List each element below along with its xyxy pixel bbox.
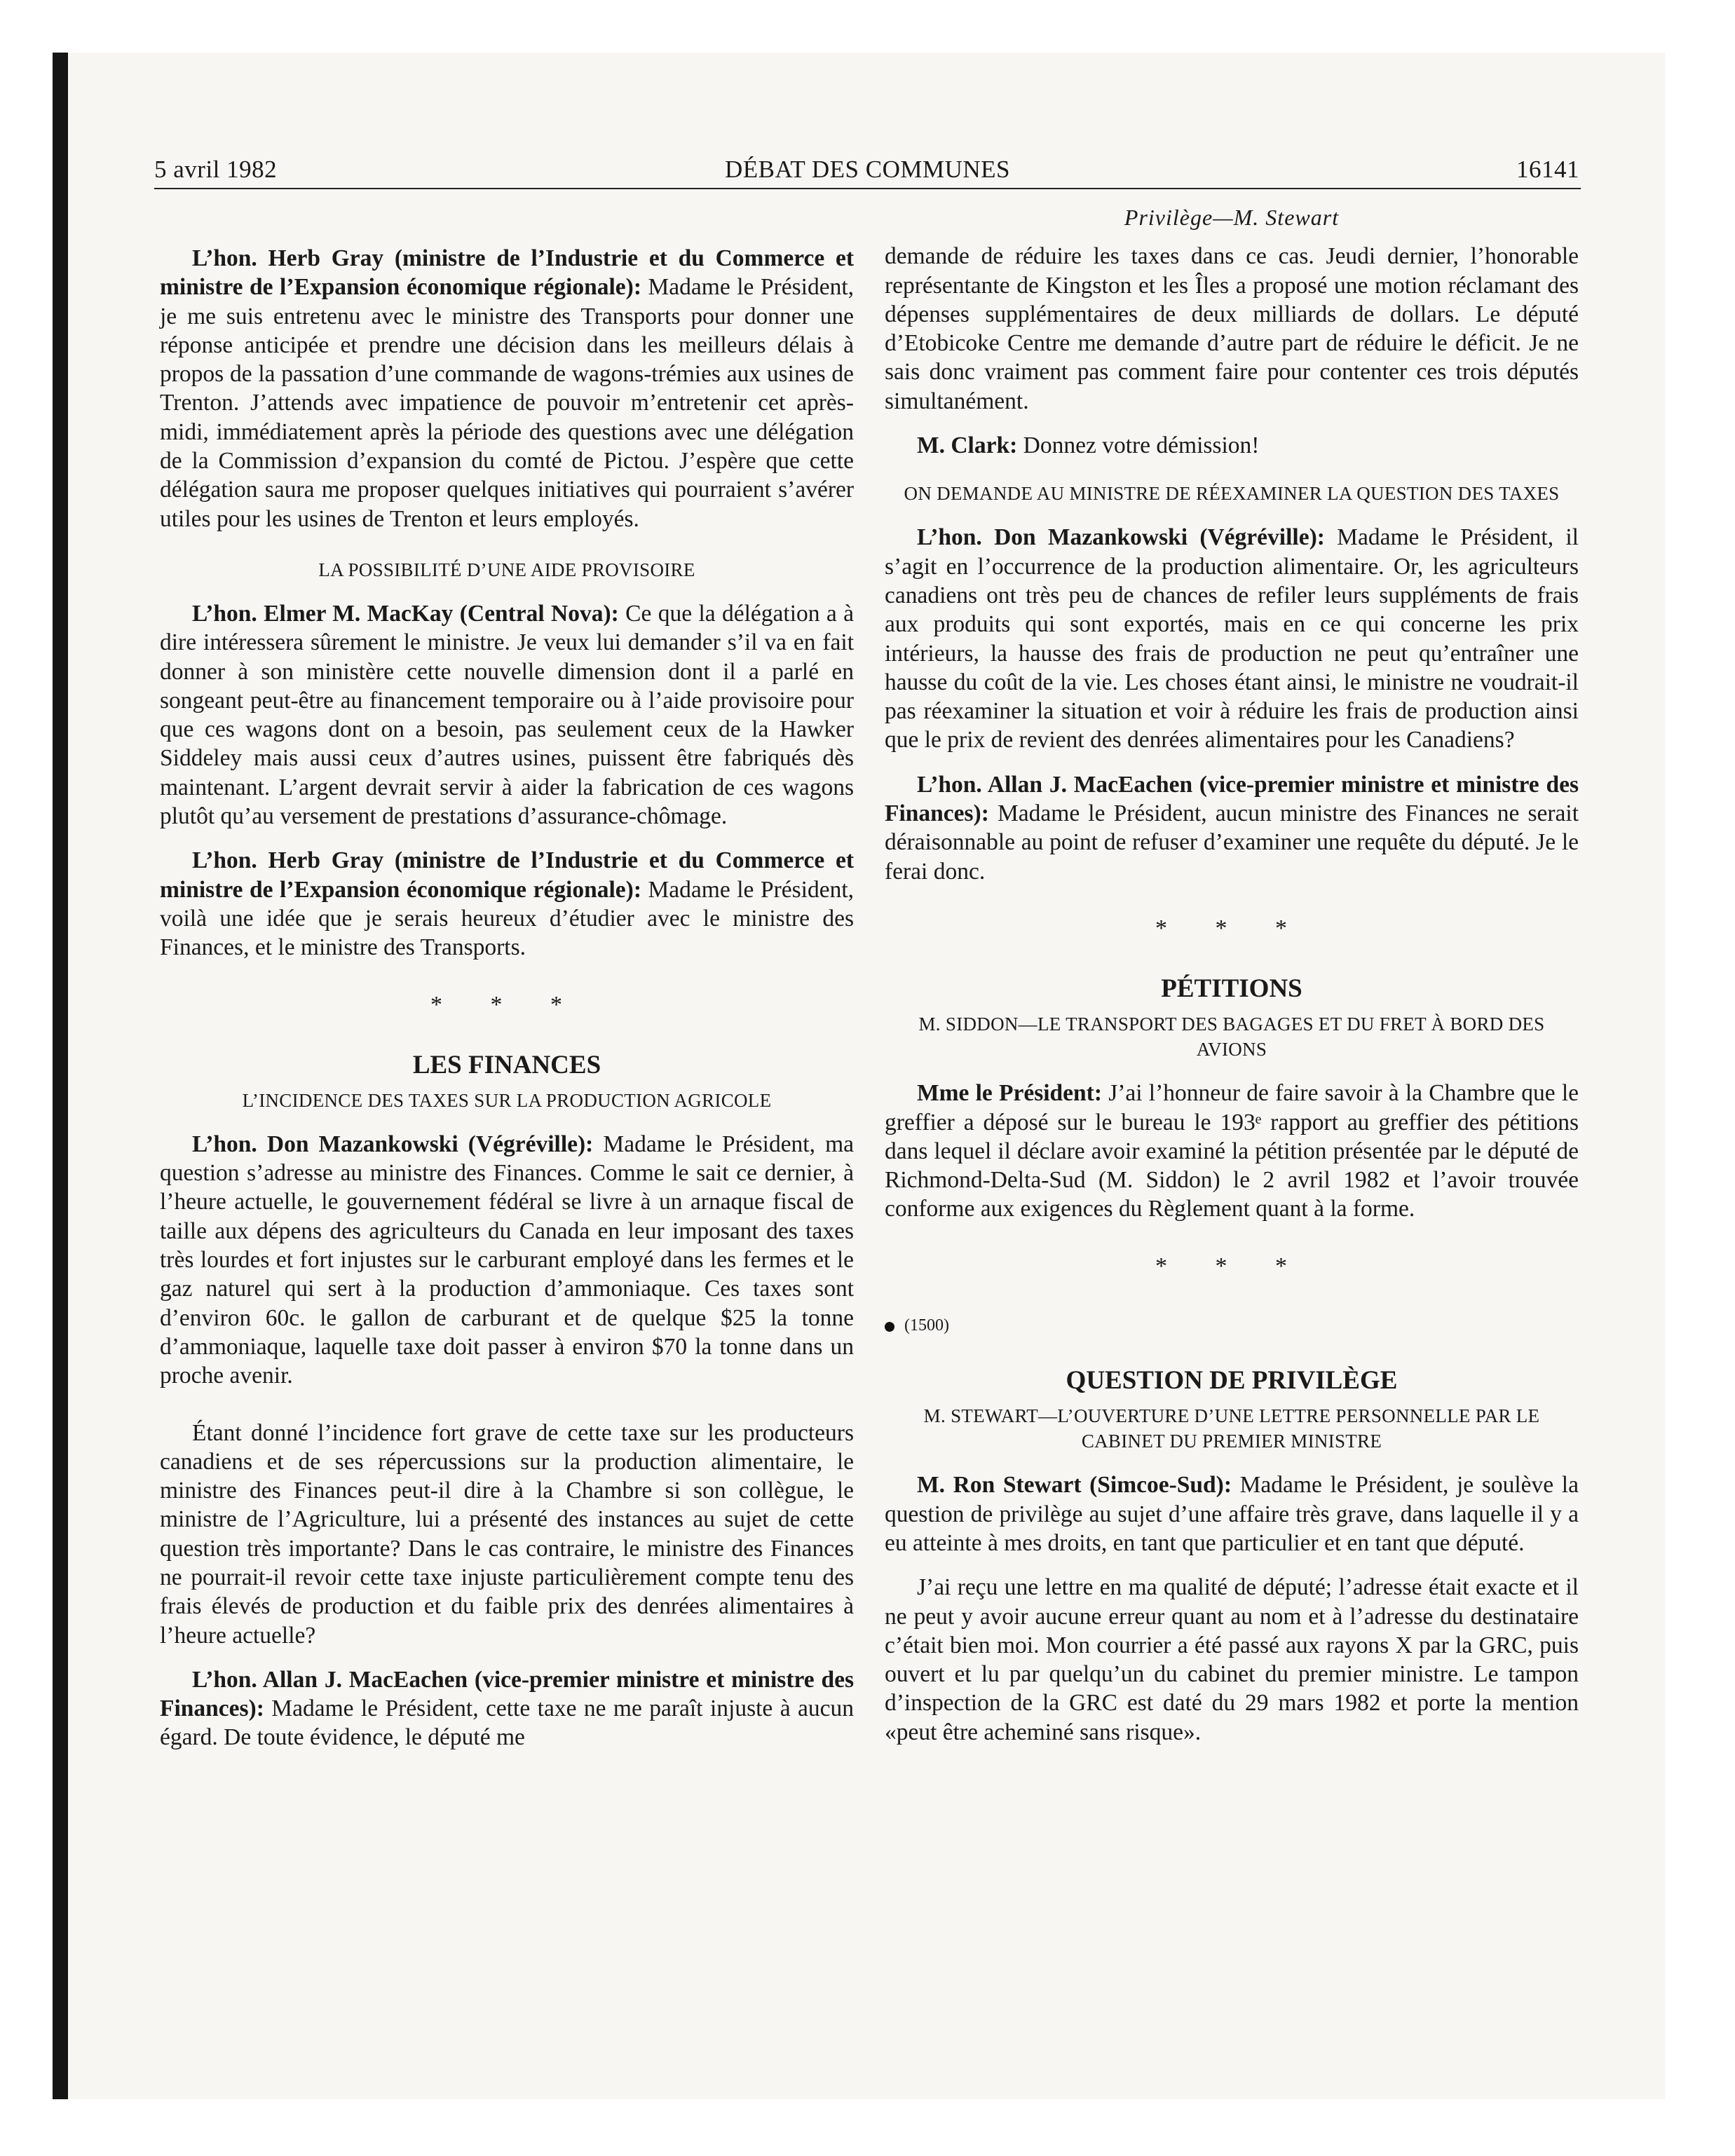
- paragraph: [160, 1665, 854, 1752]
- speech-text: Madame le Président, voilà une idée que je serais heureux d’étudier avec le ministre des Finances, et le ministre des Transports.: [160, 876, 854, 961]
- header-page-number: 16141: [1516, 156, 1579, 183]
- paragraph: [885, 431, 1579, 460]
- speech-text: Ce que la délégation a à dire intéressera sûrement le ministre. Je veux lui demander s’il va en fait donner à son ministère cette nouvelle dimension dont il a parlé en songeant peut-être au financement temporaire ou à l’aide provisoire pour que ces wagons dont on a besoin, pas seulement ceux de la Hawker Siddeley mais aussi ceux d’autres usines, puissent être fabriqués dès maintenant. L’argent devrait servir à aider la fabrication de ces wagons plutôt qu’au versement de prestations d’assurance-chômage.: [160, 600, 854, 830]
- left-column: [160, 244, 854, 1768]
- header-rule: [154, 188, 1581, 189]
- bullet-icon: [885, 1322, 894, 1332]
- paragraph: J’ai reçu une lettre en ma qualité de député; l’adresse était exacte et il ne peut y avoir aucune erreur quant au nom et à l’adresse du destinataire c’était bien moi. Mon courrier a été passé aux rayons X par la GRC, puis ouvert et lu par quelqu’un du cabinet du premier ministre. Le tampon d’inspection de la GRC est daté du 29 mars 1982 et porte la mention «peut être acheminé sans risque».: [885, 1574, 1579, 1745]
- paragraph: demande de réduire les taxes dans ce cas. Jeudi dernier, l’honorable représentante de Kingston et les Îles a proposé une motion réclamant des dépenses supplémentaires de deux milliards de dollars. Le député d’Etobicoke Centre me demande d’autre part de réduire le déficit. Je ne sais donc vraiment pas comment faire pour contenter ces trois députés simultanément.: [885, 243, 1579, 414]
- speech-text: Donnez votre démission!: [1017, 432, 1260, 459]
- section-separator: * * *: [1155, 915, 1308, 941]
- speaker: L’hon. Don Mazankowski (Végréville):: [917, 524, 1325, 551]
- speech-text: Madame le Président, il s’agit en l’occurrence de la production alimentaire. Or, les agriculteurs canadiens ont très peu de chances de refiler leurs suppléments de frais aux produits qui sont exportés, mais en ce qui concerne les prix intérieurs, la hausse des frais de production ne peut qu’entraîner une hausse du coût de la vie. Les choses étant ainsi, le ministre ne voudrait-il pas réexaminer la situation et voir à réduire les frais de production ainsi que le prix de revient des denrées alimentaires pour les Canadiens?: [885, 524, 1579, 753]
- speaker: L’hon. Allan J. MacEachen (vice-premier ministre et ministre des Finances):: [160, 1666, 854, 1722]
- scan-edge: [53, 53, 68, 2099]
- right-column: [885, 203, 1579, 1762]
- section-title: QUESTION DE PRIVILÈGE: [1066, 1366, 1398, 1396]
- speaker: L’hon. Don Mazankowski (Végréville):: [192, 1131, 594, 1157]
- subheading: L’INCIDENCE DES TAXES SUR LA PRODUCTION AGRICOLE: [242, 1089, 772, 1111]
- section-title: LES FINANCES: [412, 1050, 601, 1079]
- speaker: L’hon. Elmer M. MacKay (Central Nova):: [192, 600, 619, 627]
- paragraph: [160, 1130, 854, 1391]
- speech-text: Madame le Président, ma question s’adresse au ministre des Finances. Comme le sait ce dernier, à l’heure actuelle, le gouvernement fédéral se livre à un arnaque fiscal de taille aux dépens des agriculteurs du Canada en leur imposant des taxes très lourdes et fort injustes sur le carburant employé dans les fermes et le gaz naturel qui sert à la production d’ammoniaque. Ces taxes sont d’environ 60c. le gallon de carburant et de quelque $25 la tonne d’ammoniaque, laquelle taxe doit passer à environ $70 la tonne dans un proche avenir.: [160, 1131, 854, 1389]
- subheading: LA POSSIBILITÉ D’UNE AIDE PROVISOIRE: [318, 559, 695, 580]
- section-separator: * * *: [1155, 1253, 1308, 1279]
- speaker: M. Ron Stewart (Simcoe-Sud):: [917, 1472, 1232, 1499]
- speaker: Mme le Président:: [917, 1080, 1102, 1107]
- paragraph: [885, 1079, 1579, 1223]
- running-head: Privilège—M. Stewart: [1124, 205, 1340, 230]
- speech-text: Madame le Président, je me suis entretenu avec le ministre des Transports pour donner une réponse anticipée et prendre une décision dans les meilleurs délais à propos de la passation d’une commande de wagons-trémies aux usines de Trenton. J’attends avec impatience de pouvoir m’entretenir cet après-midi, immédiatement après la période des questions avec une délégation de la Commission d’expansion du comté de Pictou. J’espère que cette délégation saura me proposer quelques initiatives qui pourraient s’avérer utiles pour les usines de Trenton et leurs employés.: [160, 274, 854, 532]
- time-text: (1500): [904, 1316, 949, 1335]
- speech-text: Madame le Président, cette taxe ne me paraît injuste à aucun égard. De toute évidence, le député me: [160, 1696, 854, 1751]
- header-title: DÉBAT DES COMMUNES: [724, 156, 1011, 183]
- paragraph: [885, 1471, 1579, 1557]
- paragraph: [885, 770, 1579, 886]
- speech-text: Madame le Président, je soulève la question de privilège au sujet d’une affaire très grave, dans laquelle il y a eu atteinte à mes droits, en tant que particulier et en tant que député.: [885, 1472, 1579, 1556]
- paragraph: [885, 523, 1579, 754]
- speaker: L’hon. Allan J. MacEachen (vice-premier ministre et ministre des Finances):: [885, 771, 1579, 827]
- speech-text: J’ai l’honneur de faire savoir à la Chambre que le greffier a déposé sur le bureau le 193ᵉ rapport au greffier des pétitions dans lequel il déclare avoir examiné la pétition présentée par le député de Richmond-Delta-Sud (M. Siddon) le 2 avril 1982 et l’avoir trouvée conforme aux exigences du Règlement quant à la forme.: [885, 1080, 1579, 1222]
- section-title: PÉTITIONS: [1161, 974, 1302, 1004]
- paragraph: [160, 244, 854, 533]
- paragraph: Étant donné l’incidence fort grave de cette taxe sur les producteurs canadiens et de ses répercussions sur la production alimentaire, le ministre des Finances peut-il dire à la Chambre si son collègue, le ministre de l’Agriculture, lui a présenté des instances au sujet de cette question très importante? Dans le cas contraire, le ministre des Finances ne pourrait-il revoir cette taxe injuste particulièrement compte tenu des frais élevés de production et du faible prix des denrées alimentaires à l’heure actuelle?: [160, 1419, 854, 1649]
- subheading: M. SIDDON—LE TRANSPORT DES BAGAGES ET DU FRET À BORD DES AVIONS: [918, 1014, 1545, 1060]
- subheading: M. STEWART—L’OUVERTURE D’UNE LETTRE PERSONNELLE PAR LE CABINET DU PREMIER MINISTRE: [923, 1405, 1540, 1452]
- subheading: ON DEMANDE AU MINISTRE DE RÉEXAMINER LA QUESTION DES TAXES: [904, 483, 1560, 505]
- time-marker: [885, 1311, 1579, 1340]
- speaker: L’hon. Herb Gray (ministre de l’Industrie et du Commerce et ministre de l’Expansion économique régionale):: [160, 847, 854, 903]
- header-date: 5 avril 1982: [154, 156, 278, 183]
- speaker: M. Clark:: [917, 432, 1018, 459]
- speaker: L’hon. Herb Gray (ministre de l’Industrie et du Commerce et ministre de l’Expansion économique régionale):: [160, 245, 854, 301]
- section-separator: * * *: [430, 991, 583, 1018]
- paragraph: [160, 599, 854, 831]
- paragraph: [160, 846, 854, 962]
- speech-text: Madame le Président, aucun ministre des Finances ne serait déraisonnable au point de refuser d’examiner une requête du député. Je le ferai donc.: [885, 800, 1579, 885]
